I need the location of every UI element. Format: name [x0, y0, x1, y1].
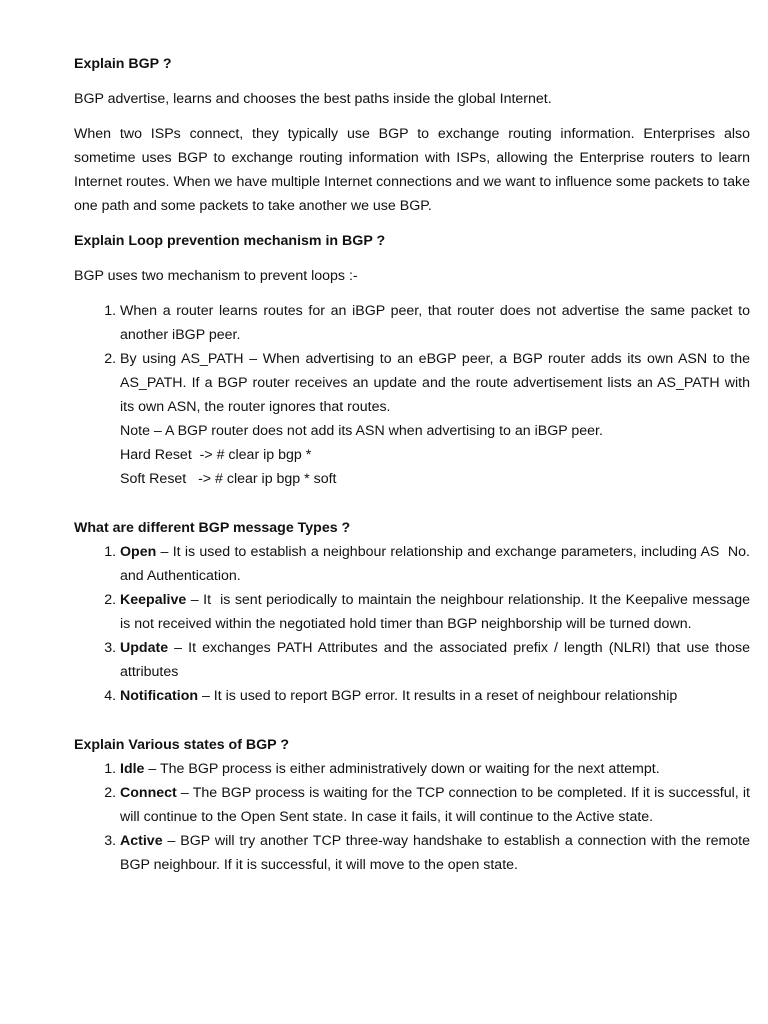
- paragraph-loop-intro: BGP uses two mechanism to prevent loops :-: [74, 268, 358, 284]
- note-line: Note – A BGP router does not add its ASN when advertising to an iBGP peer.: [120, 423, 603, 439]
- document-page: [74, 52, 754, 888]
- heading-message-types: What are different BGP message Types ?: [74, 520, 351, 536]
- list-item-text: – The BGP process is waiting for the TCP connection to be completed. If it is successful, it will continue to the Open Sent state. In case it fails, it will continue to the Active state.: [120, 785, 750, 825]
- section-spacer: [74, 502, 750, 516]
- list-item: [120, 829, 750, 877]
- heading-bgp-states: Explain Various states of BGP ?: [74, 737, 289, 753]
- hard-reset-line: Hard Reset -> # clear ip bgp *: [120, 447, 312, 463]
- term-keepalive: Keepalive: [120, 592, 187, 608]
- list-item-text: When a router learns routes for an iBGP peer, that router does not advertise the same packet to another iBGP peer.: [120, 303, 750, 343]
- heading-loop-prevention: Explain Loop prevention mechanism in BGP ?: [74, 233, 386, 249]
- list-item-text: – BGP will try another TCP three-way handshake to establish a connection with the remote BGP neighbour. If it is successful, it will move to the open state.: [120, 833, 750, 873]
- heading-explain-bgp: Explain BGP ?: [74, 56, 172, 72]
- term-connect: Connect: [120, 785, 177, 801]
- term-open: Open: [120, 544, 157, 560]
- list-item-text: – It is used to report BGP error. It results in a reset of neighbour relationship: [198, 688, 678, 704]
- list-item: [120, 684, 750, 708]
- soft-reset-line: Soft Reset -> # clear ip bgp * soft: [120, 471, 337, 487]
- term-notification: Notification: [120, 688, 199, 704]
- list-item-text: – The BGP process is either administratively down or waiting for the next attempt.: [144, 761, 660, 777]
- term-update: Update: [120, 640, 169, 656]
- paragraph-bgp-definition: BGP advertise, learns and chooses the best paths inside the global Internet.: [74, 91, 552, 107]
- message-types-list: [74, 540, 754, 708]
- term-active: Active: [120, 833, 163, 849]
- list-item: [120, 540, 754, 588]
- list-item-text: – It is used to establish a neighbour relationship and exchange parameters, including AS No. and Authentication.: [120, 544, 754, 584]
- paragraph-bgp-usage: When two ISPs connect, they typically use BGP to exchange routing information. Enterprises also sometime uses BGP to exchange routing information with ISPs, allowing the Enterprise routers to learn Internet routes. When we have multiple Internet connections and we want to influence some packets to take one path and some packets to take another we use BGP.: [74, 126, 750, 214]
- bgp-states-list: [74, 757, 750, 877]
- list-item-text: – It is sent periodically to maintain the neighbour relationship. It the Keepalive message is not received within the negotiated hold timer than BGP neighborship will be turned down.: [120, 592, 754, 632]
- list-item: [120, 757, 750, 781]
- list-item: [120, 347, 750, 491]
- list-item-text: – It exchanges PATH Attributes and the associated prefix / length (NLRI) that use those attributes: [120, 640, 750, 680]
- list-item: [120, 636, 750, 684]
- list-item: [120, 781, 750, 829]
- loop-prevention-list: [74, 299, 750, 491]
- term-idle: Idle: [120, 761, 145, 777]
- section-spacer: [74, 719, 750, 733]
- list-item: [120, 588, 754, 636]
- list-item: [120, 299, 750, 347]
- list-item-text: By using AS_PATH – When advertising to an eBGP peer, a BGP router adds its own ASN to the AS_PATH. If a BGP router receives an update and the route advertisement lists an AS_PATH with its own ASN, the router ignores that routes.: [120, 351, 750, 415]
